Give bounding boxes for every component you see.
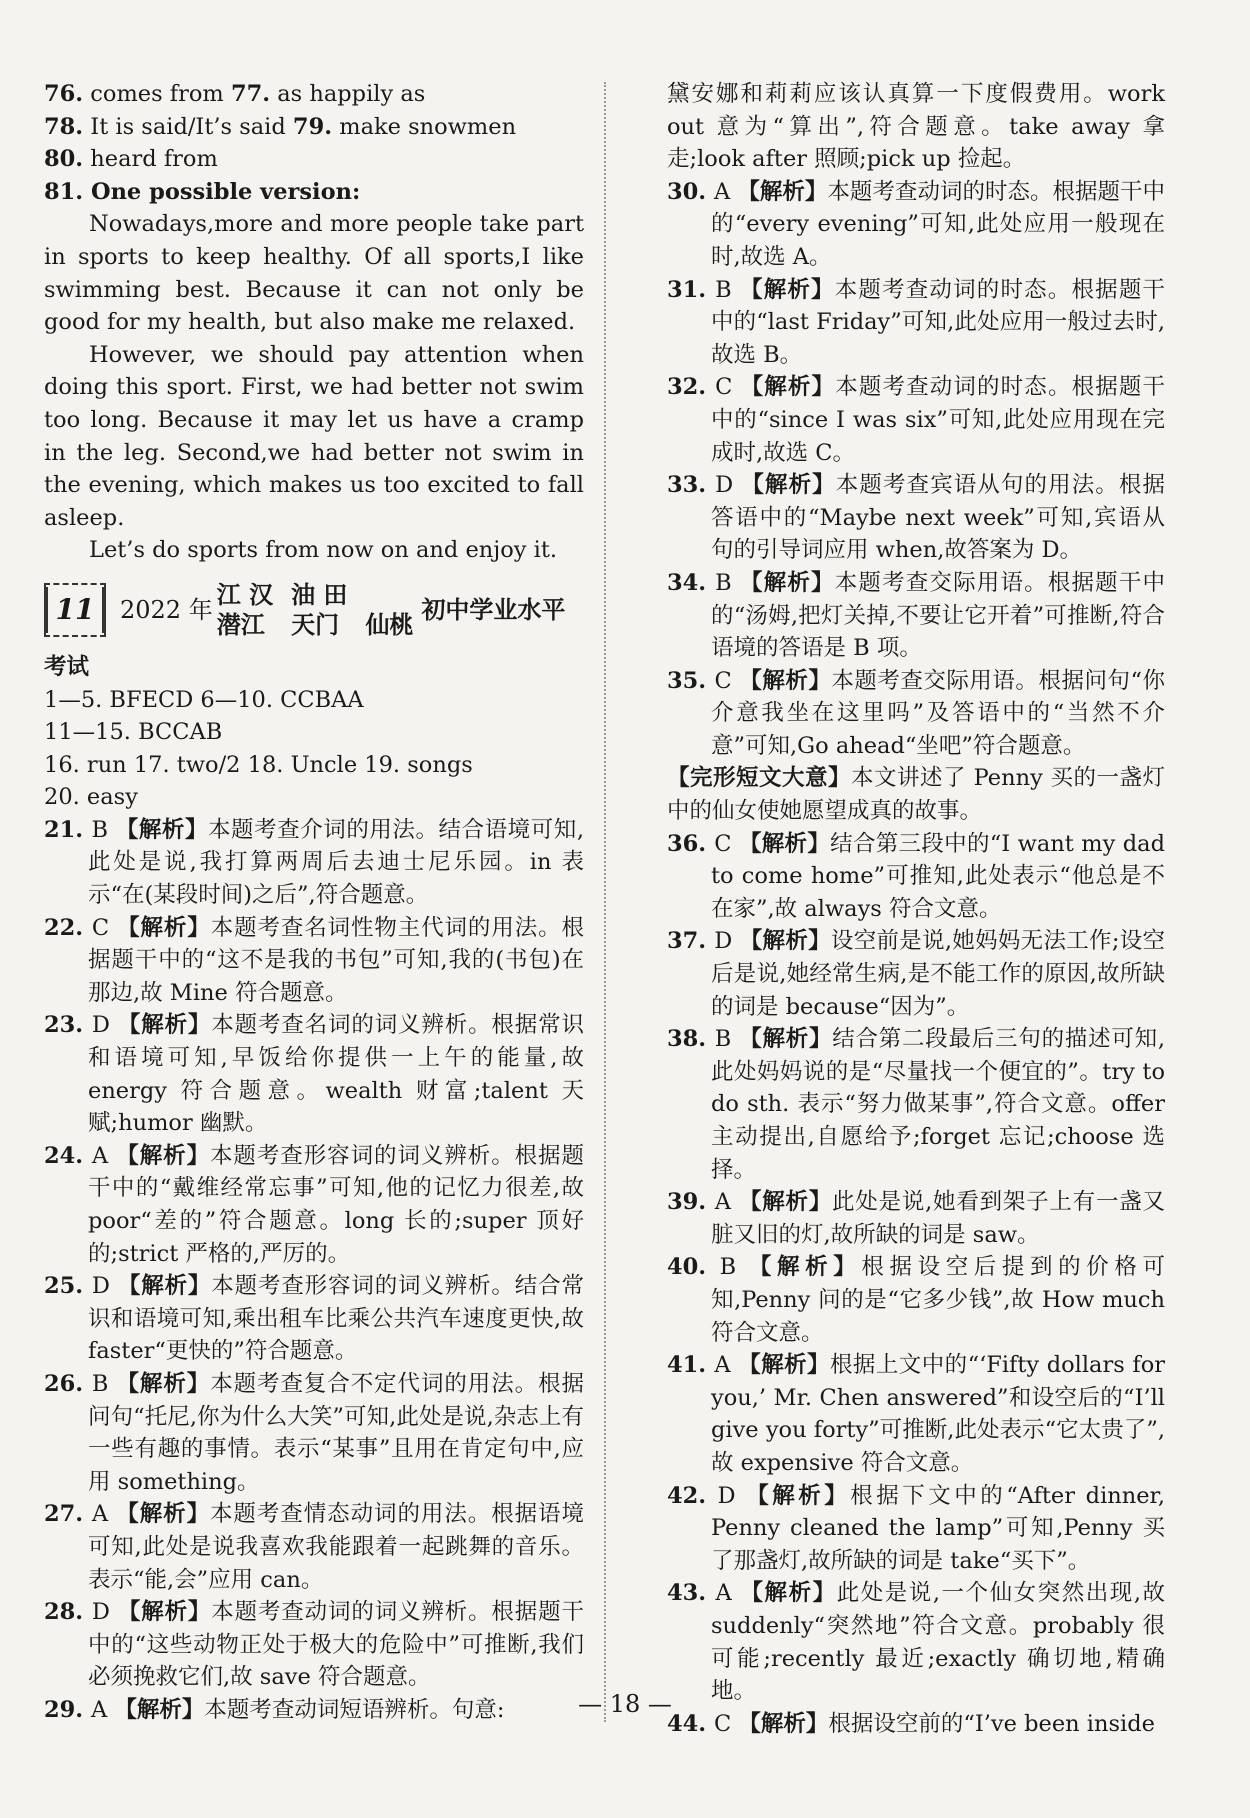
answer-text: heard from (83, 146, 218, 173)
item-number: 37. (667, 928, 715, 955)
exam-title-continued: 考试 (44, 653, 90, 680)
item-number: 35. (667, 667, 715, 694)
item-text: 结合第二段最后三句的描述可知,此处妈妈说的是“尽量找一个便宜的”。try to do sth. 表示“努力做某事”,符合文意。offer 主动提出,自愿给予;forget 忘记;choose 选择。 (711, 1026, 1166, 1183)
item-answer: D (91, 1599, 118, 1626)
answer-line (44, 143, 584, 176)
item-number: 21. (44, 816, 92, 843)
item-number: 38. (667, 1026, 715, 1053)
explanation-item (667, 1186, 1165, 1251)
item-number: 26. (44, 1370, 92, 1397)
analysis-tag: 【解析】 (116, 1501, 210, 1528)
analysis-tag: 【解析】 (746, 1482, 851, 1509)
answer-text: It is said/It’s said (83, 113, 293, 140)
answer-number: 79. (292, 113, 333, 140)
answer-line (44, 111, 584, 144)
exam-place: 天门 (291, 609, 340, 639)
answer-number: 77. (230, 81, 271, 107)
cloze-label: 【完形短文大意】 (667, 765, 852, 792)
item-answer: C (715, 374, 741, 401)
exam-place: 油 田 (291, 579, 348, 609)
exam-places (217, 580, 414, 640)
item-answer: D (717, 1482, 747, 1509)
explanation-item (667, 469, 1165, 567)
item-text: 本题考查动词的时态。根据题干中的“every evening”可知,此处应用一般现在时,故选 A。 (711, 178, 1165, 270)
explanation-item (44, 1140, 584, 1270)
top-answers (44, 78, 584, 176)
item-number: 30. (667, 178, 714, 205)
analysis-tag: 【解析】 (115, 816, 208, 843)
item-number: 39. (667, 1189, 715, 1216)
analysis-tag: 【解析】 (740, 1580, 837, 1607)
explanation-item (667, 567, 1165, 665)
exam-place: 江 汉 (216, 579, 274, 609)
essay (44, 208, 584, 567)
analysis-tag: 【解析】 (738, 1189, 833, 1216)
item-answer: A (91, 1501, 117, 1528)
item-answer: B (714, 1026, 740, 1053)
item-number: 34. (667, 569, 716, 596)
answer-line (44, 78, 584, 111)
analysis-tag: 【解析】 (738, 830, 831, 857)
explanation-list-right (667, 176, 1165, 763)
analysis-tag: 【解析】 (737, 178, 828, 205)
explanation-item (667, 1251, 1165, 1349)
item-text: 本题考查宾语从句的用法。根据答语中的“Maybe next week”可知,宾语从句的引导词应用 when,故答案为 D。 (711, 472, 1165, 564)
answer-key (44, 684, 584, 814)
item-text: 本题考查名词性物主代词的用法。根据题干中的“这不是我的书包”可知,我的(书包)在那边,故 Mine 符合题意。 (88, 914, 584, 1006)
explanation-item (667, 1577, 1165, 1707)
item-number: 23. (44, 1012, 92, 1039)
item-answer: B (91, 1370, 117, 1397)
item-answer: C (713, 1710, 739, 1737)
item-text: 结合第三段中的“I want my dad to come home”可推知,此处表示“他总是不在家”,故 always 符合文意。 (711, 830, 1165, 922)
item-text: 根据下文中的“After dinner, Penny cleaned the lamp”可知,Penny 买了那盏灯,故所缺的词是 take“买下”。 (711, 1482, 1165, 1574)
analysis-tag: 【解析】 (740, 276, 835, 303)
item-number: 43. (667, 1580, 716, 1607)
item-text: 根据设空前的“I’ve been inside (828, 1710, 1155, 1737)
item-answer: A (715, 1580, 741, 1607)
item-text: 本题考查交际用语。根据问句“你介意我坐在这里吗”及答语中的“当然不介意”可知,Go ahead“坐吧”符合题意。 (711, 667, 1165, 759)
analysis-tag: 【解析】 (117, 914, 211, 941)
item-answer: D (715, 472, 742, 499)
continued-explanation: 黛安娜和莉莉应该认真算一下度假费用。work out 意为“算出”,符合题意。take away 拿走;look after 照顾;pick up 捡起。 (667, 81, 1165, 173)
item-answer: A (714, 1352, 739, 1379)
item-text: 本题考查交际用语。根据题干中的“汤姆,把灯关掉,不要让它开着”可推断,符合语境的答语是 B 项。 (711, 569, 1165, 662)
explanation-item (667, 665, 1165, 763)
item-text: 本题考查形容词的词义辨析。结合常识和语境可知,乘出租车比乘公共汽车速度更快,故 faster“更快的”符合题意。 (88, 1273, 584, 1365)
item-answer: D (714, 928, 740, 955)
item-answer: C (714, 830, 739, 857)
item-number: 24. (44, 1142, 92, 1169)
analysis-tag: 【解析】 (738, 1710, 829, 1737)
item-text: 此处是说,一个仙女突然出现,故 suddenly“突然地”符合文意。probably 很可能;recently 最近;exactly 确切地,精确地。 (711, 1580, 1166, 1705)
right-column (667, 78, 1165, 1740)
item-text: 本题考查介词的用法。结合语境可知,此处是说,我打算两周后去迪士尼乐园。in 表示“在(某段时间)之后”,符合题意。 (88, 816, 584, 909)
answer-key-line: 11—15. BCCAB (44, 719, 223, 746)
explanation-item (667, 176, 1165, 274)
exam-place: 仙桃 (365, 609, 414, 639)
item-answer: D (91, 1012, 118, 1039)
analysis-tag: 【解析】 (740, 374, 836, 401)
item-text: 根据上文中的“‘Fifty dollars for you,’ Mr. Chen answered”和设空后的“I’ll give you forty”可推断,此处表示“它太贵了”,故 expensive 符合文意。 (711, 1352, 1165, 1476)
explanation-item (667, 1480, 1165, 1578)
exam-year: 2022 年 (120, 595, 213, 624)
item-number: 33. (667, 472, 716, 499)
analysis-tag: 【解析】 (117, 1012, 212, 1039)
analysis-tag: 【解析】 (738, 1352, 830, 1379)
exam-number-box (44, 583, 106, 637)
item-answer: A (713, 178, 738, 205)
essay-title: 81. One possible version: (44, 178, 361, 205)
answer-text: as happily as (270, 81, 426, 107)
answer-text: comes from (83, 81, 231, 107)
analysis-tag: 【解析】 (117, 1273, 212, 1300)
item-number: 36. (667, 830, 715, 857)
item-text: 本题考查形容词的词义辨析。根据题干中的“戴维经常忘事”可知,他的记忆力很差,故 poor“差的”符合题意。long 长的;super 顶好的;strict 严格的,严厉的。 (88, 1142, 584, 1267)
essay-paragraph: However, we should pay attention when doing this sport. First, we had better not swim too long. Because it may let us have a cramp in the leg. Second,we had better not swim in the evening, which makes us too excited to fall asleep. (44, 341, 584, 531)
item-text: 本题考查动词的词义辨析。根据题干中的“这些动物正处于极大的危险中”可推断,我们必须挽救它们,故 save 符合题意。 (88, 1599, 584, 1691)
answer-number: 80. (44, 146, 84, 173)
explanation-item (44, 1009, 584, 1139)
item-text: 本题考查名词的词义辨析。根据常识和语境可知,早饭给你提供一上午的能量,故 energy 符合题意。wealth 财富;talent 天赋;humor 幽默。 (88, 1012, 584, 1137)
item-answer: B (91, 816, 116, 843)
item-answer: B (715, 276, 741, 303)
left-column (44, 78, 584, 1727)
explanation-item (667, 925, 1165, 1023)
item-answer: A (91, 1142, 117, 1169)
analysis-tag: 【解析】 (114, 1696, 205, 1723)
item-text: 本题考查动词的时态。根据题干中的“since I was six”可知,此处应用现在完成时,故选 C。 (711, 374, 1165, 466)
essay-paragraph: Nowadays,more and more people take part in sports to keep healthy. Of all sports,I like swimming best. Because it can not only be good for my health, but also make me relaxed. (44, 211, 584, 336)
exam-header (44, 573, 584, 647)
item-text: 此处是说,她看到架子上有一盏又脏又旧的灯,故所缺的词是 saw。 (711, 1189, 1165, 1248)
analysis-tag: 【解析】 (740, 569, 835, 596)
explanation-item (44, 1368, 584, 1498)
answer-number: 78. (44, 113, 84, 140)
item-number: 25. (44, 1273, 92, 1300)
item-text: 根据设空后提到的价格可知,Penny 问的是“它多少钱”,故 How much 符合文意。 (711, 1254, 1165, 1346)
analysis-tag: 【解析】 (116, 1142, 210, 1169)
item-number: 44. (667, 1710, 714, 1737)
item-answer: A (90, 1696, 115, 1723)
explanation-item (44, 1596, 584, 1694)
exam-title: 初中学业水平 (421, 594, 566, 624)
exam-place: 潜江 (216, 609, 265, 639)
exam-number: 11 (55, 592, 95, 626)
item-number: 42. (667, 1482, 718, 1509)
item-text: 设空前是说,她妈妈无法工作;设空后是说,她经常生病,是不能工作的原因,故所缺的词是 because“因为”。 (711, 928, 1165, 1020)
item-number: 27. (44, 1501, 92, 1528)
item-answer: D (91, 1273, 118, 1300)
cloze-explanations (667, 828, 1165, 1741)
explanation-item (667, 274, 1165, 372)
essay-paragraph: Let’s do sports from now on and enjoy it. (89, 537, 558, 564)
item-number: 31. (667, 276, 716, 303)
item-answer: A (714, 1189, 739, 1216)
answer-key-line: 1—5. BFECD 6—10. CCBAA (44, 686, 364, 713)
column-divider (604, 82, 606, 1722)
analysis-tag: 【解析】 (741, 472, 836, 499)
analysis-tag: 【解析】 (116, 1370, 211, 1397)
analysis-tag: 【解析】 (739, 1026, 833, 1053)
explanation-item (44, 814, 584, 912)
item-number: 32. (667, 374, 716, 401)
item-answer: C (714, 667, 740, 694)
item-answer: B (715, 569, 741, 596)
answer-key-line: 20. easy (44, 784, 138, 811)
item-number: 29. (44, 1696, 91, 1723)
analysis-tag: 【解析】 (117, 1599, 212, 1626)
item-text: 本题考查动词的时态。根据题干中的“last Friday”可知,此处应用一般过去时,故选 B。 (711, 276, 1165, 368)
item-text: 本题考查复合不定代词的用法。根据问句“托尼,你为什么大笑”可知,此处是说,杂志上有一些有趣的事情。表示“某事”且用在肯定句中,应用 something。 (88, 1370, 584, 1495)
item-number: 28. (44, 1599, 92, 1626)
exam-place (365, 580, 413, 610)
analysis-tag: 【解析】 (739, 667, 832, 694)
explanation-item (667, 828, 1165, 926)
item-number: 41. (667, 1352, 715, 1379)
explanation-list (44, 814, 584, 1727)
item-text: 本题考查动词短语辨析。句意: (204, 1696, 505, 1723)
answer-text: make snowmen (332, 113, 517, 140)
analysis-tag: 【解析】 (748, 1254, 862, 1281)
analysis-tag: 【解析】 (739, 928, 831, 955)
item-text: 本题考查情态动词的用法。根据语境可知,此处是说我喜欢我能跟着一起跳舞的音乐。表示“能,会”应用 can。 (88, 1501, 584, 1593)
answer-number: 76. (44, 81, 84, 107)
explanation-item (667, 1349, 1165, 1479)
explanation-item (667, 1023, 1165, 1186)
explanation-item (44, 1270, 584, 1368)
item-answer: B (719, 1254, 749, 1281)
explanation-item (44, 912, 584, 1010)
cloze-summary (667, 762, 1165, 827)
item-number: 22. (44, 914, 92, 941)
cloze-text: 本文讲述了 Penny 买的一盏灯中的仙女使她愿望成真的故事。 (667, 765, 1165, 825)
item-number: 40. (667, 1254, 720, 1281)
answer-key-line: 16. run 17. two/2 18. Uncle 19. songs (44, 751, 473, 778)
page-number: — 18 — (578, 1690, 672, 1718)
explanation-item (667, 371, 1165, 469)
item-answer: C (91, 914, 118, 941)
explanation-item (44, 1498, 584, 1596)
